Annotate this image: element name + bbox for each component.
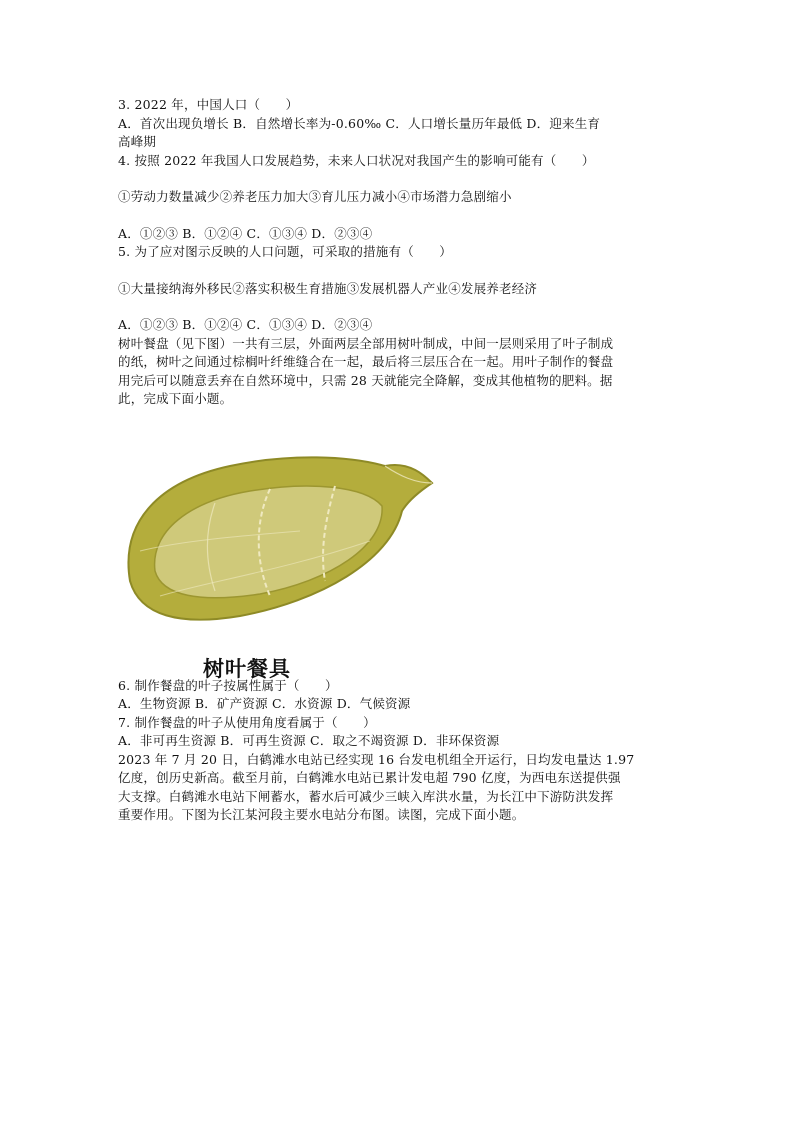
q3-options-cont: 高峰期 [118,134,157,149]
q7-stem: 7. 制作餐盘的叶子从使用角度看属于（ ） [118,714,376,730]
q6-options: A．生物资源 B．矿产资源 C．水资源 D．气候资源 [118,696,411,711]
q5-items: ①大量接纳海外移民②落实积极生育措施③发展机器人产业④发展养老经济 [118,280,538,296]
leaf-plate-figure [120,431,440,681]
q5-options: A．①②③ B．①②④ C．①③④ D．②③④ [118,317,373,332]
q5-stem: 5. 为了应对图示反映的人口问题，可采取的措施有（ ） [118,244,453,259]
passage-line: 亿度，创历史新高。截至月前，白鹤滩水电站已累计发电超 790 亿度，为西电东送提供强 [118,770,621,785]
passage-line: 重要作用。下图为长江某河段主要水电站分布图。读图，完成下面小题。 [118,807,525,822]
q7-options: A．非可再生资源 B．可再生资源 C．取之不竭资源 D．非环保资源 [118,733,500,748]
document-page [118,96,670,825]
q6-stem: 6. 制作餐盘的叶子按属性属于（ ） [118,677,338,693]
q4-items: ①劳动力数量减少②养老压力加大③育儿压力减小④市场潜力急剧缩小 [118,189,512,204]
passage-line: 大支撑。白鹤滩水电站下闸蓄水，蓄水后可减少三峡入库洪水量，为长江中下游防洪发挥 [118,788,614,804]
q3-options: A．首次出现负增长 B．自然增长率为-0.60‰ C．人口增长量历年最低 D．迎来生育 [118,115,601,131]
q4-stem: 4. 按照 2022 年我国人口发展趋势，未来人口状况对我国产生的影响可能有（ ） [118,152,595,168]
leaf-plate-image [120,431,440,646]
figure-caption: 树叶餐具 [203,656,291,681]
passage-line: 的纸，树叶之间通过棕榈叶纤维缝合在一起，最后将三层压合在一起。用叶子制作的餐盘 [118,354,614,369]
q3-stem: 3. 2022 年，中国人口（ ） [118,97,299,112]
q4-options: A．①②③ B．①②④ C．①③④ D．②③④ [118,225,373,241]
passage-line: 此，完成下面小题。 [118,391,233,406]
passage-line: 2023 年 7 月 20 日，白鹤滩水电站已经实现 16 台发电机组全开运行，日均发电量达 1.97 [118,751,635,767]
passage-line: 用完后可以随意丢弃在自然环境中，只需 28 天就能完全降解，变成其他植物的肥料。据 [118,372,613,388]
passage-line: 树叶餐盘（见下图）一共有三层，外面两层全部用树叶制成，中间一层则采用了叶子制成 [118,335,614,351]
